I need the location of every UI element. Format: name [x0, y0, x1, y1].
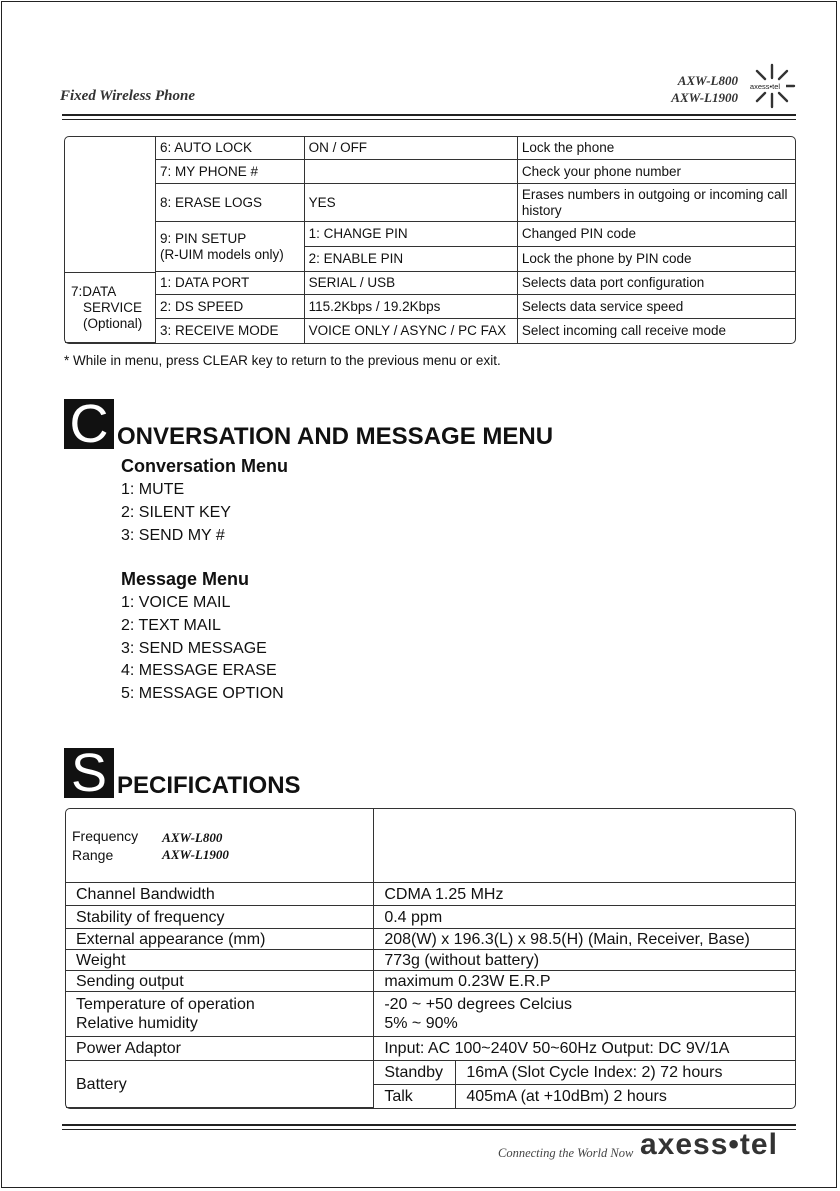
- table-row: [66, 950, 795, 971]
- frequency-range-cell: [66, 809, 374, 883]
- option-cell: YES: [305, 184, 518, 222]
- spec-value: Input: AC 100~240V 50~60Hz Output: DC 9V/1A: [374, 1037, 795, 1061]
- spec-value: 0.4 ppm: [374, 906, 795, 929]
- pin-setup-note: (R-UIM models only): [159, 246, 284, 262]
- spec-label: Channel Bandwidth: [66, 883, 374, 906]
- option-cell: VOICE ONLY / ASYNC / PC FAX: [305, 319, 518, 343]
- item-cell: 7: MY PHONE #: [156, 160, 305, 184]
- specifications-table: [65, 808, 796, 1109]
- temperature-label: Temperature of operation: [76, 996, 255, 1013]
- footer-brand-logo: axess•tel: [640, 1128, 778, 1161]
- range-label: Range: [72, 846, 114, 863]
- data-service-group-cell: [65, 272, 156, 343]
- spec-label: Weight: [66, 950, 374, 971]
- item-cell: 1: DATA PORT: [156, 272, 305, 295]
- group-label-line2: SERVICE: [83, 299, 143, 315]
- menu-note: * While in menu, press CLEAR key to return to the previous menu or exit.: [64, 353, 501, 368]
- frequency-value-cell: [374, 809, 795, 883]
- frequency-model-2: AXW-L1900: [162, 846, 229, 862]
- option-cell: 1: CHANGE PIN: [305, 222, 518, 247]
- header-model-1: AXW-L800: [677, 73, 738, 88]
- list-item: 5: MESSAGE OPTION: [121, 685, 284, 703]
- spec-label: Stability of frequency: [66, 906, 374, 929]
- frequency-label: Frequency: [72, 827, 139, 844]
- header-model-2: AXW-L1900: [671, 90, 738, 105]
- conversation-section-heading: [64, 394, 554, 454]
- desc-cell: Erases numbers in outgoing or incoming call history: [518, 184, 795, 222]
- option-cell: [305, 160, 518, 184]
- spec-value: 773g (without battery): [374, 950, 795, 971]
- humidity-value: 5% ~ 90%: [384, 1015, 458, 1032]
- conversation-menu-list: [121, 479, 231, 547]
- table-row: [66, 1061, 795, 1085]
- header-rule-thin: [62, 119, 796, 120]
- list-item: 4: MESSAGE ERASE: [121, 662, 277, 680]
- table-row: [66, 929, 795, 950]
- option-cell: SERIAL / USB: [305, 272, 518, 295]
- menu-settings-table: [64, 136, 796, 344]
- desc-cell: Selects data service speed: [518, 295, 795, 319]
- item-cell: 2: DS SPEED: [156, 295, 305, 319]
- list-item: 2: TEXT MAIL: [121, 616, 221, 634]
- desc-cell: Changed PIN code: [518, 222, 795, 247]
- table-row: [65, 137, 795, 160]
- header-title: Fixed Wireless Phone: [60, 88, 196, 104]
- axesstel-logo-icon: [748, 62, 796, 110]
- option-cell: 115.2Kbps / 19.2Kbps: [305, 295, 518, 319]
- footer-slogan: Connecting the World Now: [498, 1146, 634, 1160]
- list-item: 1: VOICE MAIL: [121, 594, 231, 611]
- message-menu-title: Message Menu: [121, 569, 250, 589]
- specifications-section-heading: [64, 743, 301, 803]
- talk-value: 405mA (at +10dBm) 2 hours: [466, 1088, 667, 1105]
- item-cell: 6: AUTO LOCK: [156, 137, 305, 160]
- pin-setup-cell: [156, 222, 305, 272]
- section-heading-text: ONVERSATION AND MESSAGE MENU: [117, 423, 554, 450]
- desc-cell: Lock the phone: [518, 137, 795, 160]
- temperature-humidity-value-cell: [374, 992, 795, 1037]
- conversation-menu-title: Conversation Menu: [121, 456, 289, 476]
- section-heading-text: PECIFICATIONS: [117, 772, 301, 799]
- table-row: [65, 160, 795, 184]
- frequency-model-1: AXW-L800: [162, 829, 223, 845]
- list-item: 3: SEND MESSAGE: [121, 639, 267, 657]
- table-row: [65, 295, 795, 319]
- spec-value: 208(W) x 196.3(L) x 98.5(H) (Main, Receiver, Base): [374, 929, 795, 950]
- section-initial-letter: S: [64, 748, 114, 798]
- spec-value: maximum 0.23W E.R.P: [374, 971, 795, 992]
- temperature-humidity-label-cell: [66, 992, 374, 1037]
- table-row: [65, 222, 795, 247]
- table-row: [66, 992, 795, 1037]
- desc-cell: Selects data port configuration: [518, 272, 795, 295]
- desc-cell: Check your phone number: [518, 160, 795, 184]
- logo-text: axess•tel: [749, 82, 781, 91]
- table-row: [66, 906, 795, 929]
- spec-label: Power Adaptor: [66, 1037, 374, 1061]
- item-cell: 3: RECEIVE MODE: [156, 319, 305, 343]
- humidity-label: Relative humidity: [76, 1015, 198, 1032]
- spec-value: CDMA 1.25 MHz: [374, 883, 795, 906]
- message-menu-list: [121, 592, 284, 706]
- table-row: [66, 809, 795, 883]
- standby-label: Standby: [374, 1061, 456, 1085]
- spec-label: External appearance (mm): [66, 929, 374, 950]
- header-rule: [62, 114, 796, 116]
- list-item: 1: MUTE: [121, 481, 185, 498]
- table-row: [65, 272, 795, 295]
- desc-cell: Lock the phone by PIN code: [518, 247, 795, 272]
- table-row: [65, 184, 795, 222]
- table-row: [66, 883, 795, 906]
- list-item: 2: SILENT KEY: [121, 503, 231, 521]
- group-cell-empty: [65, 137, 156, 272]
- table-row: [65, 319, 795, 343]
- header-models: [671, 72, 738, 106]
- group-label-line1: 7:DATA: [71, 283, 117, 299]
- standby-value: 16mA (Slot Cycle Index: 2) 72 hours: [456, 1061, 795, 1085]
- section-initial-letter: C: [64, 399, 114, 449]
- desc-cell: Select incoming call receive mode: [521, 323, 726, 338]
- item-cell: 8: ERASE LOGS: [156, 184, 305, 222]
- footer-rule: [62, 1124, 796, 1126]
- option-cell: ON / OFF: [305, 137, 518, 160]
- table-row: [66, 971, 795, 992]
- battery-label: Battery: [66, 1061, 374, 1108]
- list-item: 3: SEND MY #: [121, 526, 225, 544]
- temperature-value: -20 ~ +50 degrees Celcius: [384, 996, 572, 1013]
- pin-setup-label: 9: PIN SETUP: [159, 230, 247, 246]
- spec-label: Sending output: [66, 971, 374, 992]
- talk-label: Talk: [374, 1085, 456, 1108]
- table-row: [66, 1037, 795, 1061]
- option-cell: 2: ENABLE PIN: [305, 247, 518, 272]
- group-label-line3: (Optional): [83, 315, 143, 331]
